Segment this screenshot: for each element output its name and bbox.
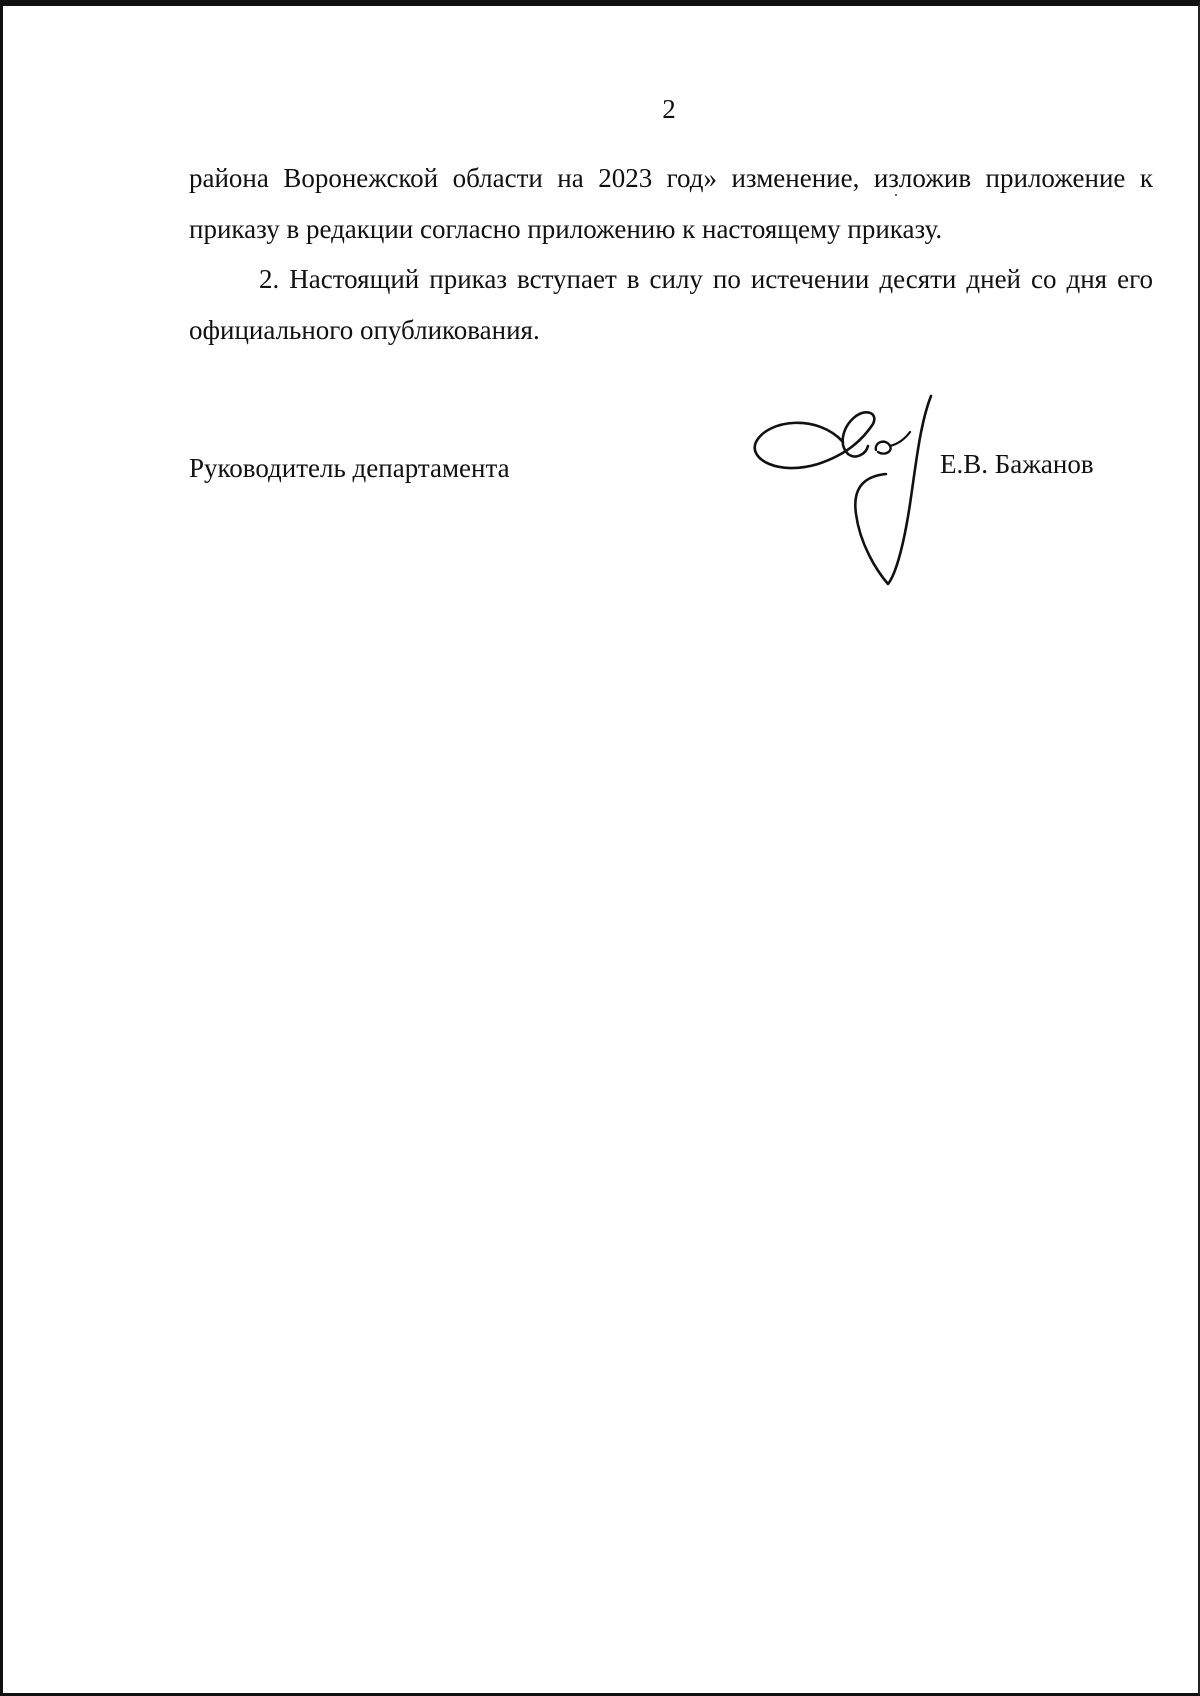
paragraph-continuation xyxy=(189,153,1153,255)
signatory-name: Е.В. Бажанов xyxy=(940,449,1094,479)
page-number: 2 xyxy=(662,94,676,124)
text-line: района Воронежской области на 2023 год» изменение, изложив приложение к xyxy=(189,163,1153,193)
paragraph-item-2 xyxy=(189,254,1153,356)
handwritten-signature xyxy=(748,394,948,589)
text-line: приказу в редакции согласно приложению к настоящему приказу. xyxy=(189,214,943,244)
signatory-position: Руководитель департамента xyxy=(189,453,510,483)
text-line: 2. Настоящий приказ вступает в силу по истечении десяти дней со дня его xyxy=(259,264,1153,294)
text-line: официального опубликования. xyxy=(189,315,540,345)
